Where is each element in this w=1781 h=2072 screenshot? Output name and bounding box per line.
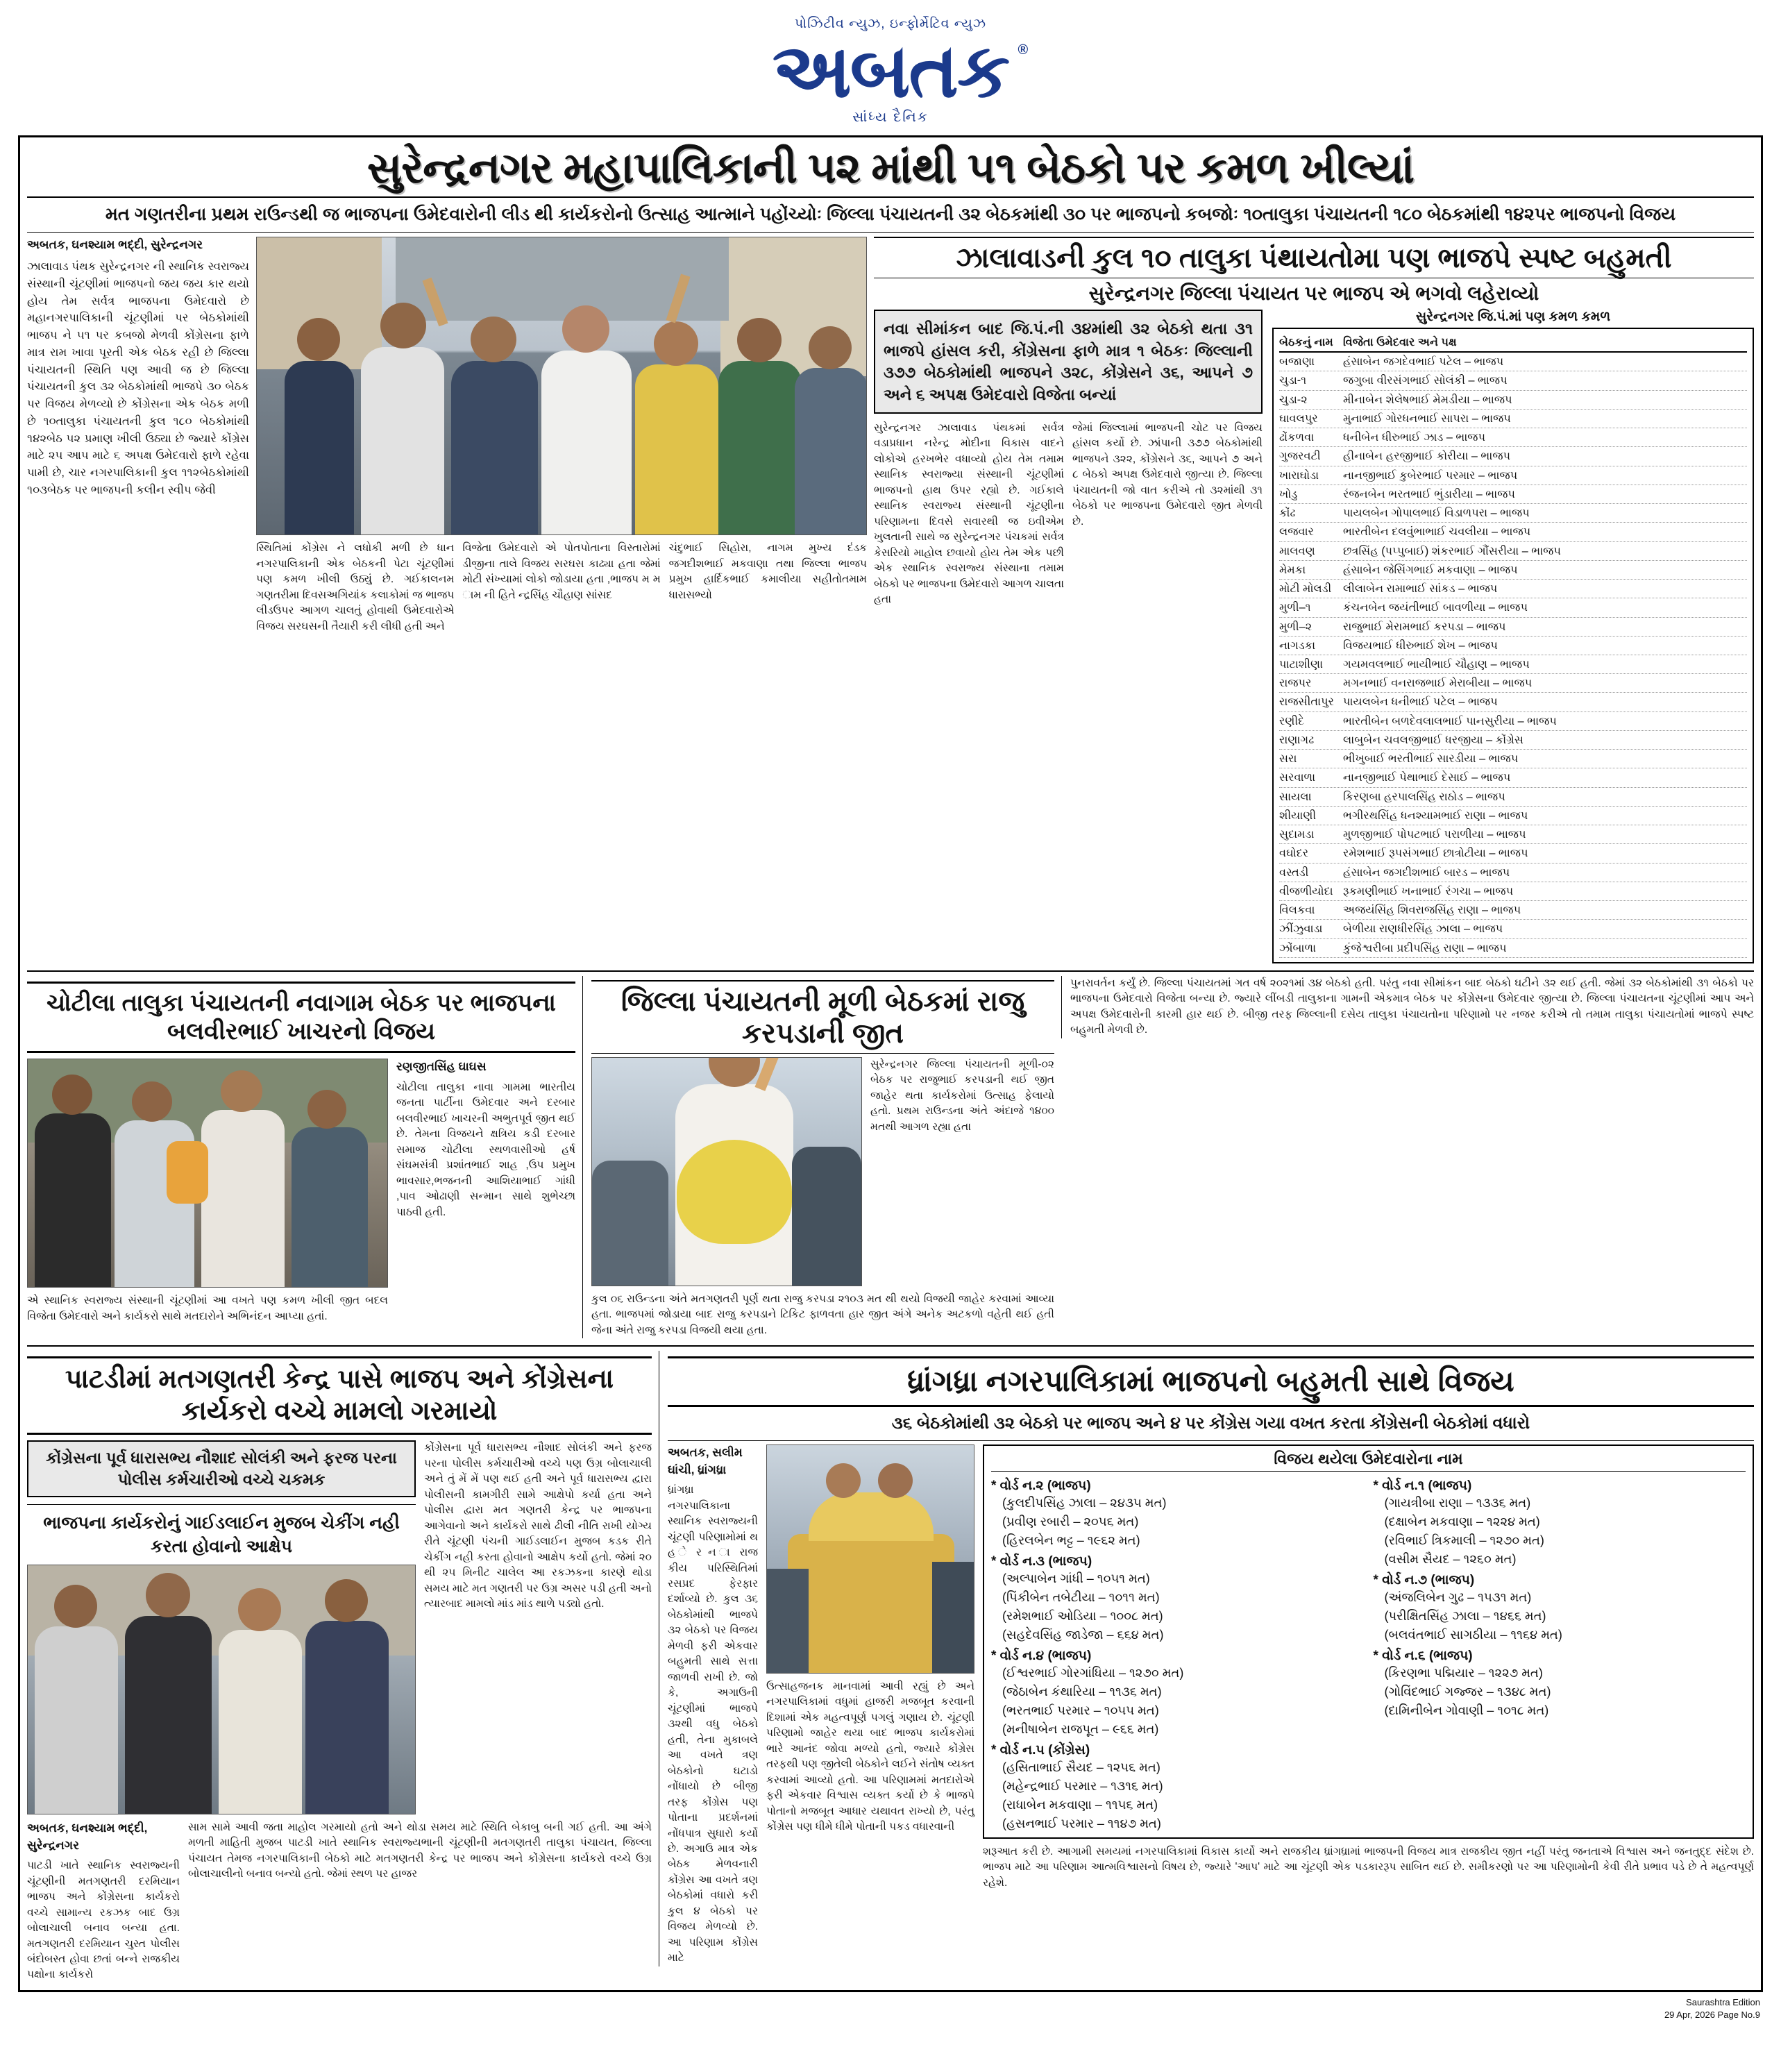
winner-seat: લજવાર: [1279, 525, 1314, 539]
dhrangadhra-byline: અબતક, સલીમ ઘાંચી, ધ્રાંગધ્રા: [668, 1445, 743, 1476]
winner-name: લીલાબેન રામાભાઈ સાંકડ – ભાજપ: [1343, 582, 1498, 596]
muli-article: [582, 976, 1054, 1338]
winners-col-seat: બેઠકનું નામ: [1279, 336, 1333, 348]
winners-table-title: સુરેન્દ્રનગર જિ.પં.માં પણ કમળ કમળ: [1415, 310, 1611, 324]
zalavad-column: [874, 237, 1754, 963]
winner-seat: વઘોદર: [1279, 847, 1309, 860]
ward-winner-item: (સહદેવસિંહ જાડેજા – ૬૬૪ મત): [1002, 1627, 1164, 1642]
table-row: [1279, 939, 1747, 958]
table-row: [1279, 523, 1747, 541]
ward-column-right: [1374, 1474, 1746, 1833]
page-frame: [18, 135, 1763, 1992]
table-row: [1279, 788, 1747, 807]
winner-name: મીનાબેન શેલેષભાઈ મેમડીયા – ભાજપ: [1343, 393, 1512, 406]
winner-seat: રણીદે: [1279, 714, 1305, 727]
winner-name: મુળજીભાઈ પોપટભાઈ પરાળીયા – ભાજપ: [1343, 828, 1526, 841]
winner-seat: બજાણા: [1279, 355, 1315, 369]
ward-winner-item: (ગોવિંદભાઈ ગજ્જર – ૧૩૪૮ મત): [1384, 1684, 1551, 1699]
ward-winner-item: (રમેશભાઈ ઓડિયા – ૧૦૦૮ મત): [1002, 1608, 1163, 1623]
patdi-photo: [27, 1565, 416, 1814]
zalavad-subhead: સુરેન્દ્રનગર જિલ્લા પંચાયત પર ભાજપ એ ભગવો લહેરાવ્યો: [1088, 283, 1539, 305]
winner-seat: ગુજરવટી: [1279, 450, 1321, 463]
winners-col-name: વિજેતા ઉમેદવાર અને પક્ષ: [1343, 336, 1457, 348]
ward-winner-item: (પરીક્ષિતસિંહ ઝાલા – ૧૪૬૬ મત): [1384, 1608, 1546, 1623]
winner-seat: માલવણ: [1279, 544, 1315, 557]
chotila-extra-text: એ સ્થાનિક સ્વરાજ્ય સંસ્થાની ચૂંટણીમાં આ વખતે પણ કમળ ખીલી જીત બદલ વિજેતા ઉમેદવારો અને કાર્યકરો સાથે મતદારોને અભિનંદન આપ્યા હતાં.: [27, 1295, 388, 1322]
ward-winner-item: (કિરણભા પદ્મિયાર – ૧૨૨૭ મત): [1384, 1665, 1543, 1680]
table-row: [1279, 768, 1747, 787]
dhrangadhra-winners-title: વિજય થયેલા ઉમેદવારોના નામ: [991, 1450, 1746, 1472]
winner-seat: વિલકવા: [1279, 904, 1315, 917]
patdi-byline: અબતક, ઘનશ્યામ ભદ્દી, સુરેન્દ્રનગર: [27, 1821, 148, 1852]
masthead: [18, 12, 1763, 128]
dhrangadhra-body-col3: શરૂઆત કરી છે. આગામી સમયમાં નગરપાલિકામાં વિકાસ કાર્યો અને રાજકીય ધ્રાંગધ્રામાં ભાજપની વિજય માત્ર રાજકીય જીત નહીં પરંતુ જનતાએ વિશ્વાસ અને જનતુદ્દ સંદેશ છે. ભાજપ માટે આ પરિણામ આત્મવિશ્વાસનો વિષય છે, જ્યારે 'આપ' માટે આ ચૂંટણી એક પડકારરૂપ સાબિત થઈ છે. સમીકરણો પર આ પરિણામોની કેવી રીતે પ્રભાવ પડે છે તે મહત્વપૂર્ણ રહેશે.: [983, 1845, 1754, 1889]
dhrangadhra-article: [659, 1351, 1754, 1966]
ward-winner-item: (જેઠાબેન કંથારિયા – ૧૧૩૬ મત): [1002, 1684, 1162, 1699]
table-row: [1279, 825, 1747, 844]
winner-name: મગનભાઈ વનરાજભાઈ મેરાબીયા – ભાજપ: [1343, 677, 1533, 690]
zalavad-headline: ઝાલાવાડની કુલ ૧૦ તાલુકા પંથાયતોમા પણ ભાજપે સ્પષ્ટ બહુમતી: [956, 243, 1672, 274]
winner-name: હીનાબેન હરજીભાઈ કોરીયા – ભાજપ: [1343, 450, 1511, 463]
table-row: [1279, 580, 1747, 598]
lead-photo-column: [256, 237, 867, 963]
lead-byline: અબતક, ઘનશ્યામ ભદ્દી, સુરેન્દ્રનગર: [27, 238, 203, 252]
winner-name: ગયમવલભાઈ ભાયીભાઈ ચૌહાણ – ભાજપ: [1343, 657, 1530, 671]
winner-name: ભગીરથસિંહ ધનશ્યામભાઈ રાણા – ભાજપ: [1343, 809, 1528, 822]
table-row: [1279, 844, 1747, 863]
chotila-byline: રણજીતસિંહ ઘાઘસ: [396, 1060, 487, 1074]
winner-seat: વીજળીયોદા: [1279, 884, 1333, 898]
zalavad-continued: [1061, 976, 1754, 1038]
ward-title: * વોર્ડ ન.૩ (ભાજપ): [991, 1553, 1092, 1569]
winners-table-header: [1279, 333, 1747, 353]
lead-headline: સુરેન્દ્રનગર મહાપાલિકાની ૫૨ માંથી ૫૧ બેઠકો પર કમળ ખીલ્યાં: [366, 144, 1415, 192]
page-footer: [18, 1996, 1763, 2021]
lead-body-col2: સ્થિતિમાં કોંગ્રેસ ને લધોકી મળી છે ધાન નગરપાલિકાની એક બેઠકની પેટા ચૂંટણીમાં પણ કમળ ખીલી ઉઠ્યું છે. ગઈકાલનમ ગણતરીમા દિવસઅગિયાંક કલાકોમાં જ ભાજપ લીડઉપર આગળ ચાલતું હોવાથી ઉમેદવારોએ વિજય સરઘસની તૈયારી કરી લીધી હતી અને: [256, 542, 455, 632]
masthead-logo: [772, 28, 1027, 112]
winner-name: હંસાબેન જગદેવભાઈ પટેલ – ભાજપ: [1343, 355, 1504, 369]
ward-winner-item: (ઈશ્વરભાઈ ગોરગાંધિયા – ૧૨૭૦ મત): [1002, 1665, 1184, 1680]
winner-seat: ઝીંઝુવાડા: [1279, 923, 1323, 936]
winner-name: રૂકમણીભાઈ ખનાભાઈ રંગચા – ભાજપ: [1343, 884, 1514, 898]
dhrangadhra-body-col1: ધ્રાંગધ્રા નગરપાલિકાના સ્થાનિક સ્વરાજ્યની ચૂંટણી પરિણામોમાં થ હ ે ર ન ા રાજ કીય પરિસ્થિતિમાં રસપ્રદ ફેરફાર દર્શાવ્યો છે. કુલ ૩૬ બેઠકોમાંથી ભાજપે ૩૨ બેઠકો પર વિજય મેળવી ફરી એકવાર બહુમતી સાથે સત્તા જાળવી રાખી છે. જો કે, અગાઉની ચૂંટણીમાં ભાજપે ૩૨થી વધુ બેઠકો હતી, તેના મુકાબલે આ વખતે ત્રણ બેઠકોનો ઘટાડો નોંધાયો છે બીજી તરફ કોંગ્રેસ પણ પોતાના પ્રદર્શનમાં નોંધપાત્ર સુધારો કર્યો છે. અગાઉ માત્ર એક બેઠક મેળવનારી કોંગ્રેસ આ વખતે ત્રણ બેઠકોમાં વધારો કરી કુલ ૪ બેઠકો પર વિજય મેળવ્યો છે. આ પરિણામ કોંગ્રેસ માટે: [668, 1484, 758, 1964]
winner-seat: રાણાગઢ: [1279, 733, 1315, 746]
ward-column-left: [991, 1474, 1364, 1833]
chotila-article: [27, 976, 575, 1325]
table-row: [1279, 712, 1747, 731]
table-row: [1279, 618, 1747, 637]
winner-seat: ચુડા-૧: [1279, 374, 1307, 387]
masthead-logo-text: અબતક: [772, 28, 1009, 112]
ward-winner-item: (હસનભાઈ પરમાર – ૧૧૪૭ મત): [1002, 1816, 1161, 1830]
table-row: [1279, 504, 1747, 523]
winner-seat: પાટાશીણા: [1279, 657, 1324, 671]
ward-winner-item: (બલવંતભાઈ સાગઠીયા – ૧૧૬૪ મત): [1384, 1627, 1562, 1642]
winner-seat: સુદામડા: [1279, 828, 1315, 841]
zalavad-body-col2: જેમાં જિલ્લામાં ભાજપની ચોટ પર વિજય હાંસલ કર્યો છે. ઝાંપાની ૩૭૭ બેઠકોમાંથી ભાજપને ૩૨૨, કોંગ્રેસને ૩૬, આપને ૭ અને ૮ બેઠકો અપક્ષ ઉમેદવારો જીત્યા છે. જિલ્લા પંચાયતની જો વાત કરીએ તો ૩૨માંથી ૩૧ બેઠકો પર ભાજપના ઉમેદવારો જીત મેળવી છે.: [1072, 422, 1263, 528]
patdi-body-col2: સામ સામે આવી જતા માહોલ ગરમાયો હતો અને થોડા સમય માટે સ્થિતિ બેકાબુ બની ગઈ હતી. આ અંગે મળતી માહિતી મુજબ પાટડી ખાતે સ્થાનિક સ્વરાજ્યભાની ચૂંટણીની મતગણતરી તાલુકા પંચાયત, જિલ્લા પંચાયત તેમજ નગરપાલિકાની બેઠકો માટે મતગણતરી કેન્દ્ર પર ભાજપ અને કોંગ્રેસના કાર્યકરો વચ્ચે ઉગ્ર બોલાચાલીનો બનાવ બન્યો હતો. જેમાં સ્થળ પર હાજર: [188, 1821, 652, 1880]
patdi-body-col1: પાટડી ખાતે સ્થાનિક સ્વરાજ્યની ચૂંટણીની મતગણતરી દરમિયાન ભાજપ અને કોંગ્રેસના કાર્યકરો વચ્ચે સામાન્ય રકઝક બાદ ઉગ્ર બોલાચાલી બનાવ બન્યા હતા. મતગણતરી દરમિયાન ચુસ્ત પોલીસ બંદોબસ્ત હોવા છતાં બન્ને રાજકીય પક્ષોના કાર્યકરો: [27, 1860, 180, 1981]
masthead-tagline: પોઝિટીવ ન્યુઝ, ઇન્ફોર્મેટિવ ન્યુઝ: [794, 17, 986, 31]
winner-name: કંચનબેન જયંતીભાઈ બાવળીયા – ભાજપ: [1343, 601, 1528, 614]
table-row: [1279, 466, 1747, 485]
registered-mark-icon: ®: [1018, 42, 1027, 58]
dhrangadhra-headline: ધ્રાંગધ્રા નગરપાલિકામાં ભાજપનો બહુમતી સાથે વિજય: [668, 1356, 1754, 1406]
winner-name: બેળીયા રાણધીરસિંહ ઝાલા – ભાજપ: [1343, 923, 1503, 936]
winner-seat: ઘાવલપુર: [1279, 412, 1318, 425]
table-row: [1279, 882, 1747, 901]
winner-name: પાયલબેન ગોપાલભાઈ વિડાળપરા – ભાજપ: [1343, 507, 1530, 520]
table-row: [1279, 864, 1747, 882]
ward-winner-item: (મનીષાબેન રાજપૂત – ૯૬૬ મત): [1002, 1721, 1159, 1736]
zalavad-greybox: નવા સીમાંકન બાદ જિ.પં.ની ૩૪માંથી ૩૨ બેઠકો થતા ૩૧ ભાજપે હાંસલ કરી, કોંગ્રેસના ફાળે માત્ર ૧ બેઠકઃ જિલ્લાની ૩૭૭ બેઠકોમાંથી ભાજપને ૩૨૮, કોંગ્રેસને ૩૬, આપને ૭ અને ૬ અપક્ષ ઉમેદવારો વિજેતા બન્યાં: [874, 310, 1263, 414]
table-row: [1279, 807, 1747, 825]
patdi-headline: પાટડીમાં મતગણતરી કેન્દ્ર પાસે ભાજપ અને કોંગ્રેસના કાર્યકરો વચ્ચે મામલો ગરમાયો: [27, 1356, 652, 1435]
lead-photo: [256, 237, 867, 535]
winner-seat: રાજપર: [1279, 677, 1312, 690]
table-row: [1279, 391, 1747, 410]
ward-title: * વોર્ડ ન.૭ (ભાજપ): [1373, 1572, 1475, 1587]
winner-name: રાજુભાઈ મેરામભાઈ કરપડા – ભાજપ: [1343, 620, 1506, 633]
ward-winner-item: (પિંકીબેન તબેટીયા – ૧૦૧૧ મત): [1002, 1590, 1160, 1604]
winner-name: હંસાબેન જેસિંગભાઈ મકવાણા – ભાજપ: [1343, 563, 1518, 576]
winner-name: કિરણબા હરપાલસિંહ રાઠોડ – ભાજપ: [1343, 790, 1505, 803]
table-row: [1279, 353, 1747, 371]
muli-body-col1: સુરેન્દ્રનગર જિલ્લા પંચાયતની મૂળી-૦૨ બેઠક પર રાજુભાઈ કરપડાની થઈ જીત જાહેર થતા કાર્યકરોમાં ઉત્સાહ ફેલાયો હતો. પ્રથમ રાઉન્ડના અંતે અંદાજે ૧૪૦૦ મતથી આગળ રહ્યા હતા: [870, 1058, 1054, 1133]
lead-body-col4: ચંદુભાઈ સિહોરા, નાગમ મુખ્ય દંડક જગદીશભાઈ મકવાણા તથા જિલ્લા ભાજપ પ્રમુખ હાર્દિકભાઈ કમાલીયા સહીતોતમામ ધારાસભ્યો: [668, 542, 867, 601]
winner-name: કુંજેશ્વરીબા પ્રદીપસિંહ રાણા – ભાજપ: [1343, 941, 1507, 954]
chotila-photo: [27, 1059, 388, 1288]
muli-body-col2: કુલ ૦૬ રાઉન્ડના અંતે મતગણતરી પૂર્ણ થતા રાજુ કરપડા ૨૧૦૩ મત થી થયો વિજયી જાહેર કરવામાં આવ્યા હતા. ભાજપમાં જોડાયા બાદ રાજુ કરપડાને ટિકિટ ફાળવતા હાર જીત અંગે અનેક અટકળો વહેતી થઈ હતી જેના અંતે રાજુ કરપડા વિજયી થયા હતા.: [591, 1292, 1054, 1336]
lead-body-col1: ઝાલાવાડ પંથક સુરેન્દ્રનગર ની સ્થાનિક સ્વરાજ્ય સંસ્થાની ચૂંટણીમાં ભાજપનો જય જય કાર થયો હોય તેમ સર્વત્ર ભાજપના ઉમેદવારો છે મહાનગરપાલિકાની ચૂંટણીમાં પર બેઠકોમાંથી ભાજપ ને ૫૧ પર કબજો મેળવી કોંગ્રેસના ફાળે માત્ર રામ ખાવા પૂરતી એક બેઠક રહી છે જિલ્લા પંચાયતની સ્થિતિ પણ આવી જ છે જિલ્લા પંચાયતની કુલ ૩૨ બેઠકોમાંથી ભાજપે ૩૦ બેઠક પર વિજય મેળવ્યો છે કોંગ્રેસના એક બેઠક મળી છે ૧૦તાલુકા પંચાયતની કુલ ૧૮૦ બેઠકોમાંથી ૧૪૨બેઠ ૫૨ પ્રમાણ ખીલી ઉઠ્યા છે જ્યારે કોંગ્રેસ માટે ૨૫ આપ માટે ૬ અપક્ષ ઉમેદવારો ફાળે રહેવા પામી છે, ચાર નગરપાલિકાની કુલ ૧૧૨બેઠકોમાંથી ૧૦૩બેઠક પર ભાજપની કલીન સ્વીપ જેવી: [27, 260, 249, 496]
ward-winner-item: (હિરલબેન ભટ્ટ – ૧૯૬૨ મત): [1002, 1533, 1140, 1547]
winners-table: [1272, 328, 1754, 963]
ward-winner-item: (હસિતાભાઈ સૈયદ – ૧૨૫૬ મત): [1002, 1760, 1160, 1774]
chotila-headline: ચોટીલા તાલુકા પંચાયતની નવાગામ બેઠક પર ભાજપના બલવીરભાઈ ખાચરનો વિજય: [27, 982, 575, 1054]
winner-seat: મુળી–૨: [1279, 620, 1312, 633]
ward-winner-item: (ભરતભાઈ પરમાર – ૧૦૫૫ મત): [1002, 1703, 1159, 1717]
table-row: [1279, 920, 1747, 938]
dhrangadhra-photo: [766, 1444, 974, 1674]
winner-name: રંજનબેન ભરતભાઈ ભુંડારીયા – ભાજપ: [1343, 487, 1516, 500]
ward-title: * વોર્ડ ન.૨ (ભાજપ): [991, 1478, 1091, 1493]
ward-winner-item: (ગાયત્રીબા રાણા – ૧૩૩૬ મત): [1384, 1495, 1531, 1510]
winner-name: ભીખુબાઈ ભરતીભાઈ સારડીયા – ભાજપ: [1343, 752, 1519, 766]
patdi-deck-1: કોંગ્રેસના પૂર્વ ધારાસભ્ય નૌશાદ સોલંકી અને ફરજ પરના પોલીસ કર્મચારીઓ વચ્ચે ચકમક: [27, 1440, 416, 1497]
winner-name: મુનાભાઈ ગોરધનભાઈ સાપરા – ભાજપ: [1343, 412, 1511, 425]
ward-title: * વોર્ડ ન.૧ (ભાજપ): [1373, 1478, 1472, 1493]
zalavad-body-col1: સુરેન્દ્રનગર ઝાલાવાડ પંથકમાં સર્વત્ર વડાપ્રધાન નરેન્દ્ર મોદીના વિકાસ વાદને લોકોએ હરખભેર વધાવ્યો હોય તેમ તમામ સ્થાનિક સ્વરાજ્યા સંસ્થાની ચૂંટણીમાં ભાજપનો હાથ ઉપર રહ્યો છે. ગઈકાલે સ્થાનિક સ્વરાજ્ય સંસ્થાની ચૂંટણીના પરિણામના દિવસે સવારથી જ ઇવીએમ ખુલતાની સાથે જ સુરેન્દ્રનગર પંચકમાં સર્વત્ર કેસરિયો માહોલ છવાયો હોય તેમ એક પછી એક સ્થાનિક સ્વરાજ્ય સંસ્થાના તમામ બેઠકો પર ભાજપના ઉમેદવારો આગળ ચાલતા હતા: [874, 422, 1064, 606]
dhrangadhra-body-col2: ઉત્સાહજનક માનવામાં આવી રહ્યું છે અને નગરપાલિકામાં વધુમાં હાજરી મજબૂત કરવાની દિશામાં એક મહત્વપૂર્ણ પગલું ગણાય છે. ચૂંટણી પરિણામો જાહેર થયા બાદ ભાજપ કાર્યકરોમાં ભારે આનંદ જોવા મળ્યો હતો, જ્યારે કોંગ્રેસ તરફથી પણ જીતેલી બેઠકોને લઈને સંતોષ વ્યક્ત કરવામાં આવ્યો હતો. આ પરિણામમાં મતદારોએ ફરી એકવાર વિશ્વાસ વ્યક્ત કર્યો છે કે ભાજપે પોતાનો મજબૂત આધાર યથાવત રાખ્યો છે, પરંતુ કોંગ્રેસ પણ ધીમે ધીમે પોતાની પકડ વધારવાની: [766, 1680, 974, 1833]
patdi-deck-2: ભાજપના કાર્યકરોનું ગાઈડલાઈન મુજબ ચેકીંગ નહી કરતા હોવાનો આક્ષેપ: [43, 1513, 400, 1557]
winner-seat: ચુડા-૨: [1279, 393, 1308, 406]
lead-deck: મત ગણતરીના પ્રથમ રાઉન્ડથી જ ભાજપના ઉમેદવારોની લીડ થી કાર્યકરોનો ઉત્સાહ આત્માને પહોંચ્યોઃ જિલ્લા પંચાયતની ૩૨ બેઠકમાંથી ૩૦ પર ભાજપનો કબજોઃ ૧૦તાલુકા પંચાયતની ૧૮૦ બેઠકમાંથી ૧૪૨પર ભાજપનો વિજય: [105, 205, 1676, 225]
table-row: [1279, 561, 1747, 580]
table-row: [1279, 693, 1747, 711]
winner-name: નાનજીભાઈ પેથાભાઈ દેસાઈ – ભાજપ: [1343, 771, 1511, 784]
ward-winner-item: (દામિનીબેન ગોવાણી – ૧૦૧૮ મત): [1384, 1703, 1549, 1717]
table-row: [1279, 750, 1747, 768]
table-row: [1279, 447, 1747, 466]
table-row: [1279, 731, 1747, 750]
ward-title: * વોર્ડ ન.૫ (કોંગ્રેસ): [991, 1742, 1090, 1758]
winner-name: પાયલબેન ધનીભાઈ પટેલ – ભાજપ: [1343, 696, 1498, 709]
table-row: [1279, 674, 1747, 693]
table-row: [1279, 410, 1747, 428]
dhrangadhra-deck: ૩૬ બેઠકોમાંથી ૩૨ બેઠકો પર ભાજપ અને ૪ પર કોંગ્રેસ ગયા વખત કરતા કોંગ્રેસની બેઠકોમાં વધારો: [891, 1413, 1530, 1433]
patdi-article: [27, 1351, 652, 1983]
winner-seat: ખોડુ: [1279, 487, 1298, 500]
footer-date-page: 29 Apr, 2026 Page No.9: [1664, 2009, 1760, 2020]
winner-name: ભારતીબેન બળદેવલાલભાઈ પાનસુરીયા – ભાજપ: [1343, 714, 1557, 727]
winner-seat: ઢોંકળવા: [1279, 431, 1315, 444]
table-row: [1279, 655, 1747, 674]
masthead-subtitle: સાંધ્ય દૈનિક: [852, 110, 929, 125]
winner-seat: ખારાઘોડા: [1279, 469, 1319, 482]
winner-seat: સરા: [1279, 752, 1297, 766]
lead-left-column: [27, 237, 249, 963]
winner-seat: સરવાળા: [1279, 771, 1316, 784]
table-row: [1279, 901, 1747, 920]
winner-name: લાબુબેન ચવલજીભાઈ ધરજીયા – કોંગ્રેસ: [1343, 733, 1524, 746]
winner-name: છત્રસિંહ (પપ્પુબાઈ) શંકરભાઈ ગૌંસરીયા – ભાજપ: [1343, 544, 1561, 557]
table-row: [1279, 371, 1747, 390]
winner-seat: મુળી–૧: [1279, 601, 1311, 614]
ward-title: * વોર્ડ ન.૪ (ભાજપ): [991, 1648, 1092, 1663]
winner-name: ભારતીબેન દલવુંભાભાઈ ચવલીયા – ભાજપ: [1343, 525, 1531, 539]
ward-winner-item: (રાધાબેન મકવાણા – ૧૧૫૬ મત): [1002, 1797, 1158, 1812]
table-row: [1279, 598, 1747, 617]
winner-seat: સાયલા: [1279, 790, 1312, 803]
ward-winner-item: (દક્ષાબેન મકવાણા – ૧૨૨૪ મત): [1384, 1514, 1540, 1528]
ward-title: * વોર્ડ ન.૬ (ભાજપ): [1373, 1648, 1473, 1663]
table-row: [1279, 485, 1747, 504]
table-row: [1279, 542, 1747, 561]
winner-seat: વસ્તડી: [1279, 866, 1309, 879]
winner-name: અજયંસિંહ શિવરાજસિંહ રાણા – ભાજપ: [1343, 904, 1521, 917]
winner-seat: મેમકા: [1279, 563, 1306, 576]
ward-winner-item: (અંજલિબેન ગુઢ – ૧૫૩૧ મત): [1384, 1590, 1532, 1604]
muli-headline: જિલ્લા પંચાયતની મૂળી બેઠકમાં રાજુ કરપડાની જીત: [621, 986, 1025, 1049]
winner-name: જગુબા વીરસંગભાઈ સોલંકી – ભાજપ: [1343, 374, 1508, 387]
winner-seat: નાગડકા: [1279, 639, 1316, 652]
footer-edition: Saurashtra Edition: [1686, 1996, 1760, 2007]
winner-seat: કોંઢ: [1279, 507, 1296, 520]
ward-winner-item: (અલ્પાબેન ગાંધી – ૧૦૫૧ મત): [1002, 1571, 1150, 1585]
zalavad-body-col3: પુનરાવર્તન કર્યું છે. જિલ્લા પંચાયતમાં ગત વર્ષ ૨૦૨૧માં ૩૪ બેઠકો હતી. પરંતુ નવા સીમાંકન બાદ બેઠકો ઘટીને ૩૨ થઈ હતી. જેમાં ૩૨ બેઠકોમાંથી ૩૧ બેઠકો પર ભાજપના ઉમેદવારો વિજેતા બન્યા છે. જ્યારે લીંબડી તાલુકાના ગામની એકમાત્ર બેઠક પર કોંગ્રેસના ઉમેદવાર જીત્યા છે. જિલ્લા પંચાયતના ચૂંટણીમાં આપ અને અપક્ષ ઉમેદવારોની કારમી હાર થઈ છે. બીજી તરફ જિલ્લાની દસેય તાલુકા પંચાયતોના પરિણામો પર નજર કરીએ તો તમામ તાલુકા પંચાયતોમાં ભાજપે સ્પષ્ટ બહુમતી મેળવી છે.: [1070, 977, 1754, 1036]
winner-seat: ઝોંબાળા: [1279, 941, 1317, 954]
table-row: [1279, 637, 1747, 655]
winner-name: નાનજીભાઈ કુબેરભાઈ પરમાર – ભાજપ: [1343, 469, 1518, 482]
chotila-body: ચોટીલા તાલુકા નાવા ગામમા ભારતીય જનતા પાર્ટીના ઉમેદવાર અને દરબાર બલવીરભાઈ ખાચરની અભુતપૂર્વ જીત થઈ છે. તેમના વિજયને ક્ષત્રિય કડી દરબાર સમાજ ચોટીલા સ્થળવાસીઓ હર્ષ સંઘમસંત્રી પ્રશાંતભાઈ શાહ ,ઉપ પ્રમુખ ભાવસાર,ભજનની આશિયાભાઈ ગાંધી ,પાવ ઓઢાણી સન્માન સાથે શુભેચ્છા પાઠવી હતી.: [396, 1081, 575, 1218]
ward-winner-item: (રવિભાઈ ત્રિકમાલી – ૧૨૭૦ મત): [1384, 1533, 1544, 1547]
winner-seat: રાજસીતાપુર: [1279, 696, 1334, 709]
ward-winner-item: (કુલદીપસિંહ ઝાલા – ૨૪૩૫ મત): [1002, 1495, 1167, 1510]
lead-body-col3: વિજેતા ઉમેદવારો એ પોતપોતાના વિસ્તારોમાં ડીજીના તાલે વિજય સરઘસ કાઢ્યા હતા જેમાં મોટી સંખ્યામાં લોકો જોડાયા હતા ,ભાજપ મ મ ામ ની હિતે ન્દ્રસિંહ ચૌહાણ સાંસદ: [462, 542, 661, 601]
winner-name: હંસાબેન જગદીશભાઈ બારડ – ભાજપ: [1343, 866, 1510, 879]
winner-name: વિજયભાઈ ધીરુભાઈ શેખ – ભાજપ: [1343, 639, 1498, 652]
patdi-body-col3: કોંગ્રેસના પૂર્વ ધારાસભ્ય નૌશાદ સોલંકી અને ફરજ પરના પોલીસ કર્મચારીઓ વચ્ચે પણ ઉગ્ર બોલાચાલી અને તું મેં મેં પણ થઈ હતી અને પૂર્વ ધારાસભ્ય દ્વારા પોલીસની કામગીરી સામે આક્ષેપો કર્યા હતા અને પોલીસ દ્વારા મત ગણતરી કેન્દ્ર પર ભાજપના આગેવાનો અને કાર્યકરો સાથે ઢીલી નીતિ રાખી યોગ્ય રીતે ચૂંટણી પંચની ગાઈડલાઈન મુજબ કડક રીતે ચેકીંગ નહી કરતા હોવાનો આક્ષેપ કર્યો હતો. જેમાં ૨૦ થી ૨૫ મિનીટ ચાલેલ આ રકઝકના કારણે થોડા સમય માટે મત ગણતરી પર ઉગ્ર અસર પડી હતી અનો ત્યારબાદ મામલો માંડ માંડ થાળે પડ્યો હતો.: [424, 1442, 652, 1610]
winner-name: ધનીબેન ધીરુભાઈ ઝાડ – ભાજપ: [1343, 431, 1486, 444]
muli-photo: [591, 1057, 862, 1286]
winner-seat: મોટી મોલડી: [1279, 582, 1332, 596]
ward-winner-item: (મહેન્દ્રભાઈ પરમાર – ૧૩૧૬ મત): [1002, 1778, 1163, 1793]
ward-winner-item: (વસીમ સૈયદ – ૧૨૬૦ મત): [1384, 1551, 1517, 1566]
winner-seat: શીયાણી: [1279, 809, 1317, 822]
table-row: [1279, 428, 1747, 447]
winner-name: રમેશભાઈ રૂપસંગભાઈ છાત્રોટીયા – ભાજપ: [1343, 847, 1528, 860]
ward-winner-item: (પ્રવીણ રબારી – ૨૦૫૬ મત): [1002, 1514, 1139, 1528]
